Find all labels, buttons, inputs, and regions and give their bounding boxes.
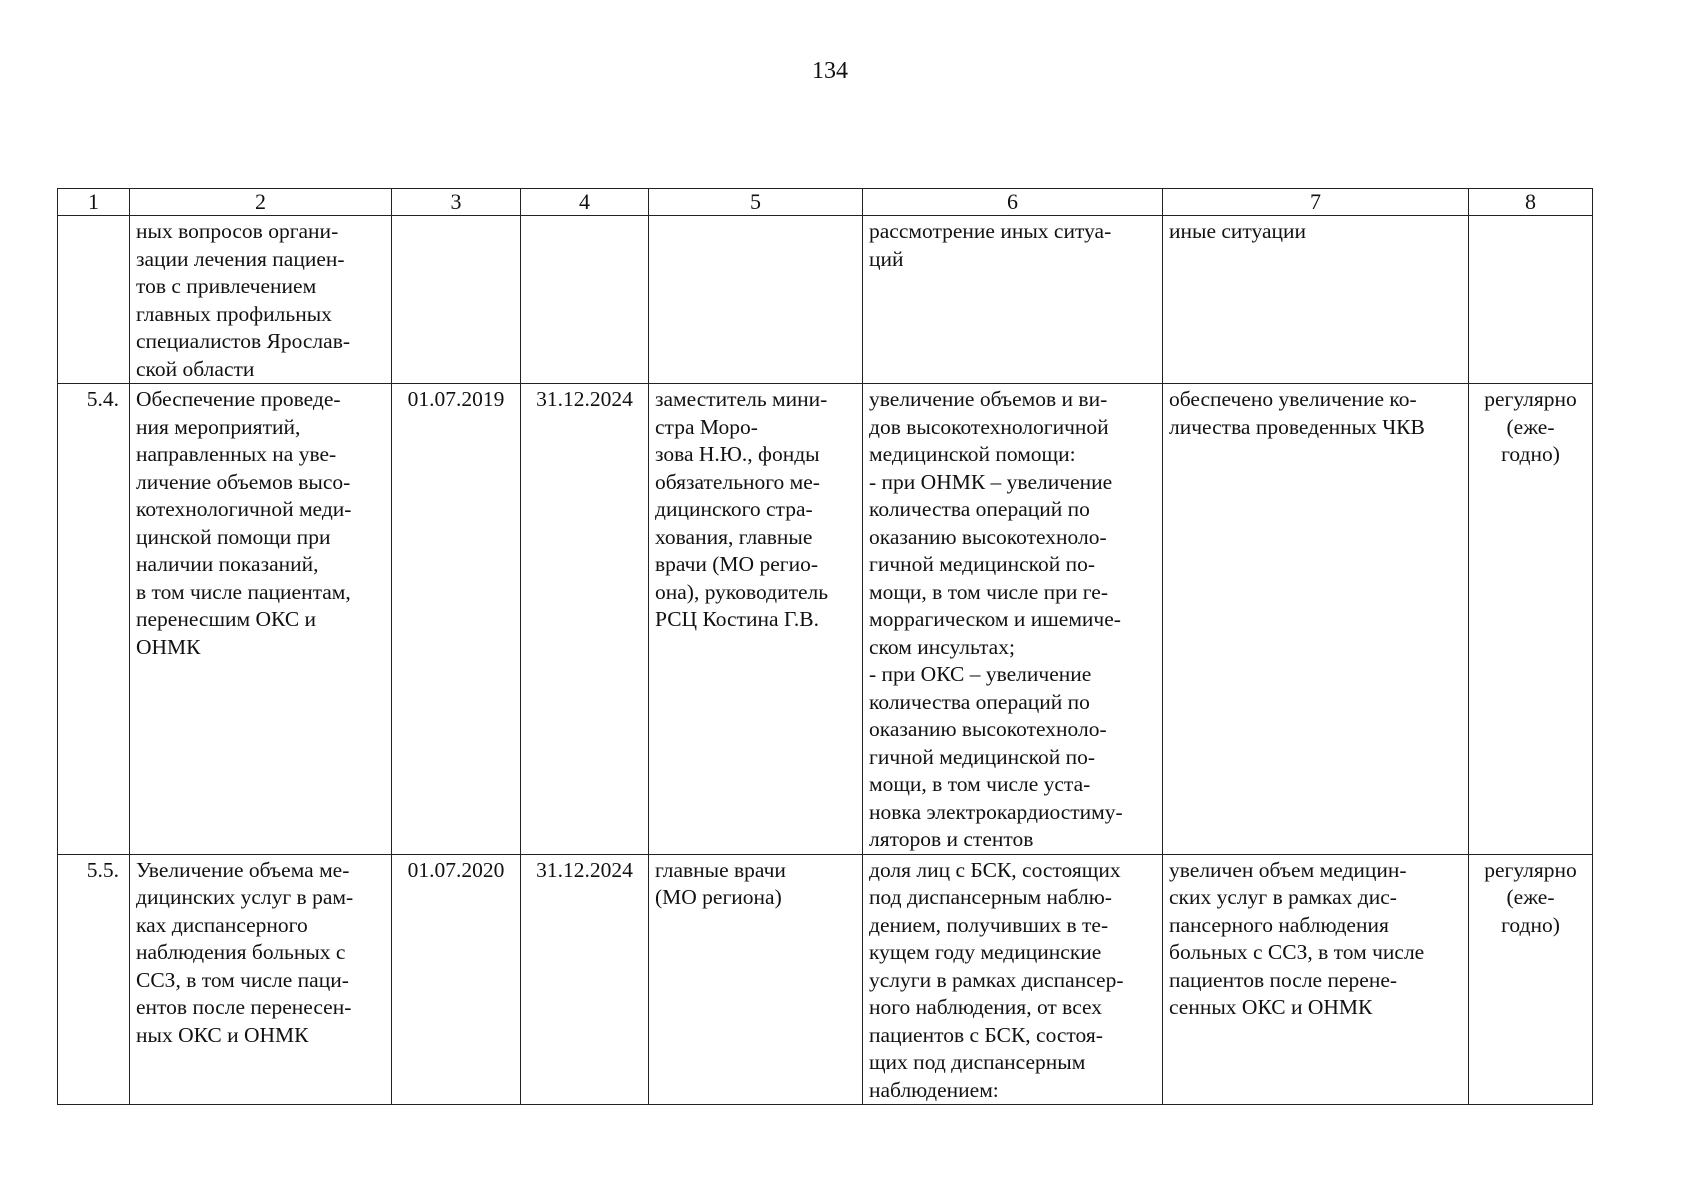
cell-text-line: мощи, в том числе уста-	[869, 772, 1091, 796]
cell-text-line: пансерного наблюдения	[1169, 912, 1389, 937]
cell-text-line: обязательного ме-	[655, 469, 820, 494]
cell-text-line: оказанию высокотехноло-	[869, 717, 1107, 741]
cell-start-date: 01.07.2019	[392, 384, 521, 855]
cell-text-line: количества операций по	[869, 497, 1090, 521]
cell-indicator	[863, 216, 1163, 384]
cell-text-line: гичной медицинской по-	[869, 552, 1096, 576]
cell-text-line: ской области	[136, 356, 255, 381]
cell-frequency	[1469, 216, 1593, 384]
cell-text-line: ОНМК	[136, 634, 201, 659]
cell-text-line: мощи, в том числе при ге-	[869, 579, 1109, 604]
cell-text-line: сенных ОКС и ОНМК	[1169, 995, 1373, 1019]
cell-text-line: Увеличение объема ме-	[136, 857, 350, 882]
cell-responsible	[649, 384, 863, 855]
cell-text-line: дением, получивших в те-	[869, 912, 1109, 937]
cell-text-line: иные ситуации	[1169, 219, 1307, 243]
cell-text-line: (еже-	[1506, 414, 1555, 439]
cell-text-line: личение объемов высо-	[136, 469, 351, 494]
cell-text-line: специалистов Ярослав-	[136, 329, 351, 353]
plan-table	[57, 188, 1593, 1105]
cell-text-line: хования, главные	[655, 524, 813, 549]
cell-text-line: ляторов и стентов	[869, 827, 1034, 851]
cell-activity	[130, 854, 392, 1105]
cell-text-line: зации лечения пациен-	[136, 246, 345, 271]
cell-text-line: в том числе пациентам,	[136, 579, 351, 604]
cell-text-line: котехнологичной меди-	[136, 497, 352, 521]
cell-text-line: Обеспечение проведе-	[136, 387, 341, 411]
cell-text-line: (еже-	[1506, 885, 1555, 909]
cell-text-line: врачи (МО регио-	[655, 552, 818, 576]
cell-text-line: годно)	[1501, 912, 1560, 937]
cell-text-line: ских услуг в рамках дис-	[1169, 885, 1397, 909]
cell-text-line: ках диспансерного	[136, 912, 308, 937]
cell-text-line: направленных на уве-	[136, 442, 337, 466]
cell-text-line: стра Моро-	[655, 414, 758, 439]
cell-text-line: увеличение объемов и ви-	[869, 387, 1108, 411]
cell-text-line: ных вопросов органи-	[136, 219, 339, 243]
table-row	[58, 854, 1593, 1105]
cell-text-line: (МО региона)	[655, 885, 782, 909]
cell-text-line: наблюдением:	[869, 1077, 999, 1102]
col-header-2: 2	[130, 189, 392, 216]
cell-text-line: щих под диспансерным	[869, 1050, 1086, 1074]
cell-text-line: зова Н.Ю., фонды	[655, 442, 820, 466]
cell-text-line: - при ОНМК – увеличение	[869, 469, 1113, 494]
col-header-1: 1	[58, 189, 130, 216]
cell-text-line: главные врачи	[655, 857, 786, 882]
cell-text-line: личества проведенных ЧКВ	[1169, 414, 1425, 439]
cell-frequency	[1469, 384, 1593, 855]
cell-start-date	[392, 216, 521, 384]
cell-text-line: рассмотрение иных ситуа-	[869, 219, 1112, 243]
cell-text-line: главных профильных	[136, 301, 332, 326]
cell-end-date: 31.12.2024	[521, 384, 649, 855]
cell-text-line: регулярно	[1484, 387, 1577, 411]
cell-result	[1163, 216, 1469, 384]
cell-text-line: она), руководитель	[655, 579, 829, 604]
cell-text-line: увеличен объем медицин-	[1169, 857, 1407, 882]
cell-text-line: перенесшим ОКС и	[136, 607, 317, 631]
cell-result	[1163, 854, 1469, 1105]
cell-text-line: ентов после перенесен-	[136, 995, 352, 1019]
cell-text-line: дов высокотехнологичной	[869, 414, 1109, 439]
cell-text-line: пациентов с БСК, состоя-	[869, 1022, 1103, 1047]
cell-text-line: РСЦ Костина Г.В.	[655, 607, 819, 631]
cell-text-line: цинской помощи при	[136, 524, 331, 549]
cell-text-line: ском инсультах;	[869, 634, 1015, 659]
cell-text-line: под диспансерным наблю-	[869, 885, 1112, 909]
cell-end-date: 31.12.2024	[521, 854, 649, 1105]
cell-responsible	[649, 854, 863, 1105]
col-header-6: 6	[863, 189, 1163, 216]
cell-activity	[130, 384, 392, 855]
cell-text-line: наблюдения больных с	[136, 940, 346, 964]
page-number: 134	[812, 58, 848, 84]
cell-text-line: ного наблюдения, от всех	[869, 995, 1103, 1019]
cell-text-line: пациентов после перене-	[1169, 967, 1398, 992]
cell-start-date: 01.07.2020	[392, 854, 521, 1105]
cell-text-line: ных ОКС и ОНМК	[136, 1022, 309, 1047]
cell-text-line: оказанию высокотехноло-	[869, 524, 1107, 549]
col-header-7: 7	[1163, 189, 1469, 216]
cell-text-line: дицинских услуг в рам-	[136, 885, 354, 909]
cell-text-line: ния мероприятий,	[136, 414, 301, 439]
col-header-4: 4	[521, 189, 649, 216]
col-header-3: 3	[392, 189, 521, 216]
cell-text-line: заместитель мини-	[655, 387, 828, 411]
cell-indicator	[863, 384, 1163, 855]
cell-text-line: годно)	[1501, 442, 1560, 466]
cell-number	[58, 216, 130, 384]
cell-text-line: доля лиц с БСК, состоящих	[869, 857, 1121, 882]
cell-text-line: ССЗ, в том числе паци-	[136, 967, 349, 992]
cell-text-line: тов с привлечением	[136, 274, 317, 298]
table-row	[58, 216, 1593, 384]
cell-text-line: наличии показаний,	[136, 552, 319, 576]
cell-text-line: кущем году медицинские	[869, 940, 1102, 964]
cell-result	[1163, 384, 1469, 855]
cell-text-line: - при ОКС – увеличение	[869, 662, 1092, 686]
cell-text-line: новка электрокардиостиму-	[869, 799, 1123, 824]
cell-text-line: больных с ССЗ, в том числе	[1169, 940, 1425, 964]
cell-responsible	[649, 216, 863, 384]
cell-text-line: регулярно	[1484, 857, 1577, 882]
cell-text-line: ций	[869, 246, 904, 271]
cell-text-line: услуги в рамках диспансер-	[869, 967, 1124, 992]
cell-text-line: гичной медицинской по-	[869, 744, 1096, 769]
col-header-8: 8	[1469, 189, 1593, 216]
cell-frequency	[1469, 854, 1593, 1105]
cell-text-line: медицинской помощи:	[869, 442, 1076, 466]
cell-indicator	[863, 854, 1163, 1105]
cell-text-line: количества операций по	[869, 689, 1090, 714]
header-row	[58, 189, 1593, 216]
cell-text-line: обеспечено увеличение ко-	[1169, 387, 1417, 411]
cell-text-line: моррагическом и ишемиче-	[869, 607, 1121, 631]
cell-activity	[130, 216, 392, 384]
cell-end-date	[521, 216, 649, 384]
table-row	[58, 384, 1593, 855]
cell-number: 5.5.	[58, 854, 130, 1105]
cell-number: 5.4.	[58, 384, 130, 855]
col-header-5: 5	[649, 189, 863, 216]
cell-text-line: дицинского стра-	[655, 497, 813, 521]
